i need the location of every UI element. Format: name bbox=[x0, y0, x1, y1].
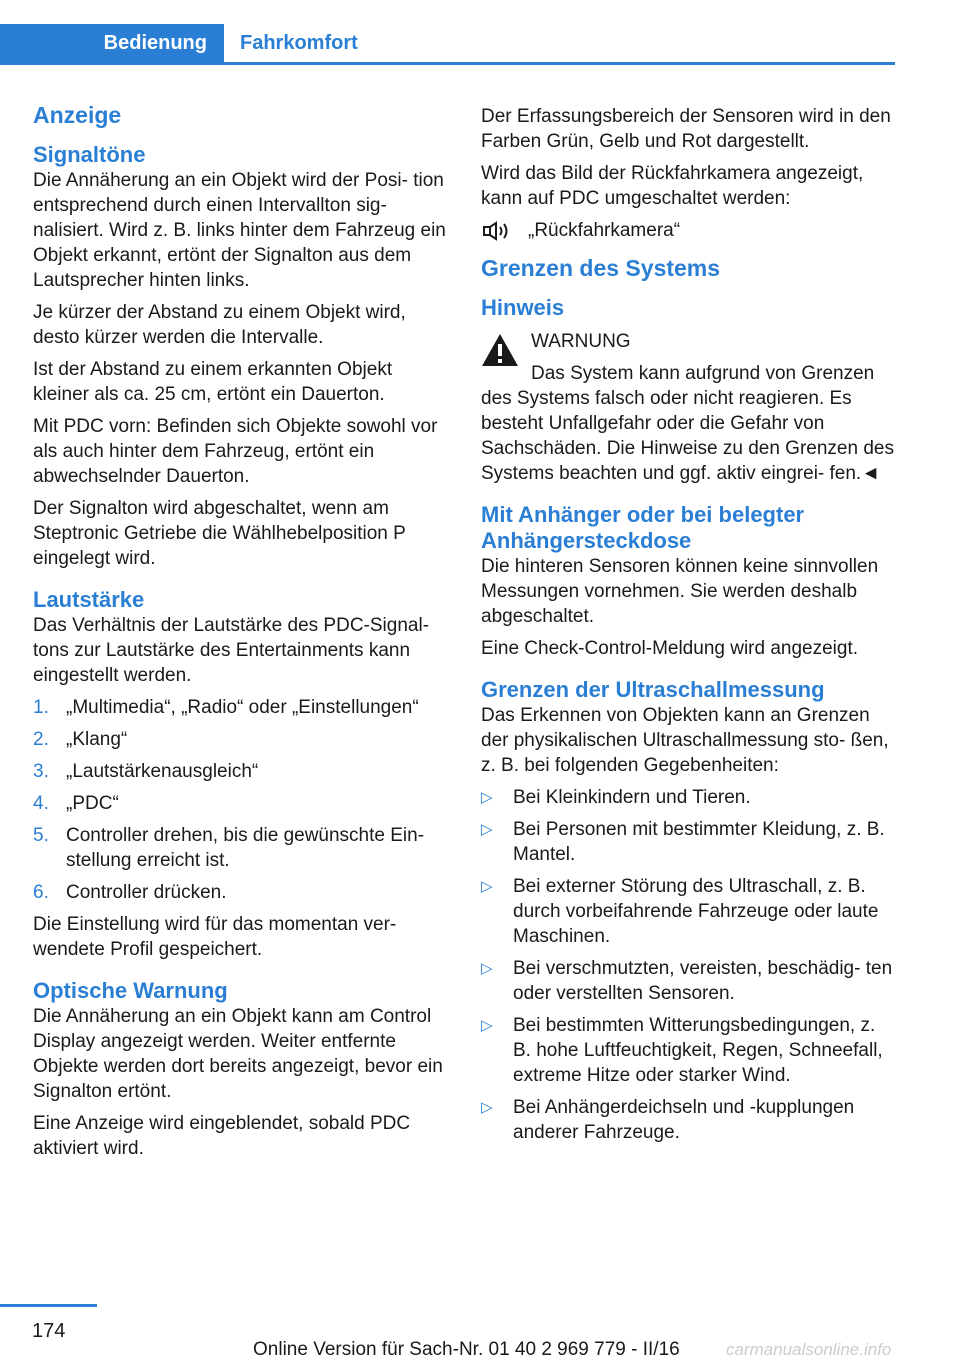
warning-text-line: Das System kann aufgrund von Grenzen bbox=[531, 363, 875, 384]
warning-block bbox=[481, 329, 897, 486]
footer-version-text: Online Version für Sach-Nr. 01 40 2 969 779 - II/16 bbox=[253, 1339, 680, 1360]
warning-title: WARNUNG bbox=[531, 331, 631, 352]
page-number: 174 bbox=[32, 1320, 66, 1342]
step-text: Controller drehen, bis die gewünschte Ein‐ stellung erreicht ist. bbox=[66, 825, 425, 871]
paragraph: Der Signalton wird abgeschaltet, wenn am Steptronic Getriebe die Wählhebelposition P eingelegt wird. bbox=[33, 498, 406, 569]
list-item bbox=[481, 1013, 897, 1088]
heading-lautstaerke: Lautstärke bbox=[33, 587, 145, 612]
tab-fahrkomfort[interactable]: Fahrkomfort bbox=[240, 32, 358, 54]
paragraph: Die Einstellung wird für das momentan ver‐ wendete Profil gespeichert. bbox=[33, 914, 397, 960]
bullet-triangle-icon: ▷ bbox=[481, 1017, 493, 1034]
list-item bbox=[481, 956, 897, 1006]
camera-label: „Rückfahrkamera“ bbox=[528, 220, 681, 241]
heading-hinweis: Hinweis bbox=[481, 295, 565, 320]
step-text: „Multimedia“, „Radio“ oder „Einstellungen“ bbox=[66, 697, 419, 718]
bullet-triangle-icon: ▷ bbox=[481, 821, 493, 838]
paragraph: Je kürzer der Abstand zu einem Objekt wird, desto kürzer werden die Intervalle. bbox=[33, 302, 406, 348]
watermark: carmanualsonline.info bbox=[726, 1340, 892, 1359]
bullet-triangle-icon: ▷ bbox=[481, 1099, 493, 1116]
camera-menu-item bbox=[481, 218, 897, 243]
step-text: Controller drücken. bbox=[66, 882, 227, 903]
parking-sensor-icon bbox=[481, 221, 509, 241]
chapter-tab-bar bbox=[0, 24, 895, 65]
tab-bedienung[interactable]: Bedienung bbox=[0, 24, 224, 62]
right-column bbox=[481, 104, 897, 1152]
paragraph: Ist der Abstand zu einem erkannten Objekt kleiner als ca. 25 cm, ertönt ein Dauerton. bbox=[33, 359, 393, 405]
bullet-text: Bei Kleinkindern und Tieren. bbox=[513, 787, 751, 808]
bullet-triangle-icon: ▷ bbox=[481, 789, 493, 806]
list-item bbox=[33, 823, 451, 873]
list-item bbox=[33, 880, 451, 905]
heading-signaltoene: Signaltöne bbox=[33, 142, 146, 167]
list-item bbox=[33, 759, 451, 784]
heading-anhaenger: Mit Anhänger oder bei belegter Anhängersteckdose bbox=[481, 502, 805, 553]
step-number: 4. bbox=[33, 793, 49, 814]
heading-anzeige: Anzeige bbox=[33, 102, 122, 128]
limits-list bbox=[481, 785, 897, 1145]
step-number: 5. bbox=[33, 825, 49, 846]
list-item bbox=[33, 695, 451, 720]
paragraph: Das Verhältnis der Lautstärke des PDC-Signal‐ tons zur Lautstärke des Entertainments kann eingestellt werden. bbox=[33, 615, 430, 686]
list-item bbox=[481, 785, 897, 810]
heading-grenzen-des-systems: Grenzen des Systems bbox=[481, 255, 721, 281]
paragraph: Eine Anzeige wird eingeblendet, sobald PDC aktiviert wird. bbox=[33, 1113, 411, 1159]
step-number: 2. bbox=[33, 729, 49, 750]
bullet-triangle-icon: ▷ bbox=[481, 960, 493, 977]
paragraph: Die Annäherung an ein Objekt kann am Control Display angezeigt werden. Weiter entfernte Objekte werden dort bereits angezeigt, bevor ein Signalton ertönt. bbox=[33, 1006, 443, 1102]
footer-rule bbox=[0, 1304, 97, 1307]
bullet-triangle-icon: ▷ bbox=[481, 878, 493, 895]
heading-ultraschall: Grenzen der Ultraschallmessung bbox=[481, 677, 825, 702]
list-item bbox=[481, 817, 897, 867]
bullet-text: Bei verschmutzten, vereisten, beschädig‐ ten oder verstellten Sensoren. bbox=[513, 958, 893, 1004]
paragraph: Die Annäherung an ein Objekt wird der Posi‐ tion entsprechend durch einen Intervallton sig‐ nalisiert. Wird z. B. links hinter dem Fahrzeug ein Objekt erkannt, ertönt der Signalton aus dem Lautsprecher hinten links. bbox=[33, 170, 446, 291]
heading-optische-warnung: Optische Warnung bbox=[33, 978, 228, 1003]
step-text: „Lautstärkenausgleich“ bbox=[66, 761, 259, 782]
step-number: 6. bbox=[33, 882, 49, 903]
warning-text: des Systems falsch oder nicht reagieren. Es besteht Unfallgefahr oder die Gefahr von Sachschäden. Die Hinweise zu den Grenzen des Systems beachten und ggf. aktiv eingrei‐ fen.◄ bbox=[481, 388, 894, 484]
bullet-text: Bei Anhängerdeichseln und -kupplungen anderer Fahrzeuge. bbox=[513, 1097, 855, 1143]
list-item bbox=[481, 1095, 897, 1145]
left-column bbox=[33, 100, 451, 1168]
step-text: „PDC“ bbox=[66, 793, 119, 814]
steps-list bbox=[33, 695, 451, 905]
paragraph: Der Erfassungsbereich der Sensoren wird in den Farben Grün, Gelb und Rot dargestellt. bbox=[481, 106, 891, 152]
list-item bbox=[33, 791, 451, 816]
step-number: 3. bbox=[33, 761, 49, 782]
bullet-text: Bei Personen mit bestimmter Kleidung, z. B. Mantel. bbox=[513, 819, 885, 865]
paragraph: Wird das Bild der Rückfahrkamera angezeigt, kann auf PDC umgeschaltet werden: bbox=[481, 163, 864, 209]
bullet-text: Bei bestimmten Witterungsbedingungen, z. B. hohe Luftfeuchtigkeit, Regen, Schneefall, extreme Hitze oder starker Wind. bbox=[513, 1015, 883, 1086]
paragraph: Das Erkennen von Objekten kann an Grenzen der physikalischen Ultraschallmessung sto‐ ßen, z. B. bei folgenden Gegebenheiten: bbox=[481, 705, 889, 776]
paragraph: Eine Check-Control-Meldung wird angezeigt. bbox=[481, 638, 859, 659]
warning-triangle-icon bbox=[481, 333, 519, 367]
paragraph: Die hinteren Sensoren können keine sinnvollen Messungen vornehmen. Sie werden deshalb abgeschaltet. bbox=[481, 556, 879, 627]
list-item bbox=[481, 874, 897, 949]
step-text: „Klang“ bbox=[66, 729, 128, 750]
step-number: 1. bbox=[33, 697, 49, 718]
paragraph: Mit PDC vorn: Befinden sich Objekte sowohl vor als auch hinter dem Fahrzeug, ertönt ein abwechselnder Dauerton. bbox=[33, 416, 438, 487]
bullet-text: Bei externer Störung des Ultraschall, z. B. durch vorbeifahrende Fahrzeuge oder laute Maschinen. bbox=[513, 876, 879, 947]
list-item bbox=[33, 727, 451, 752]
